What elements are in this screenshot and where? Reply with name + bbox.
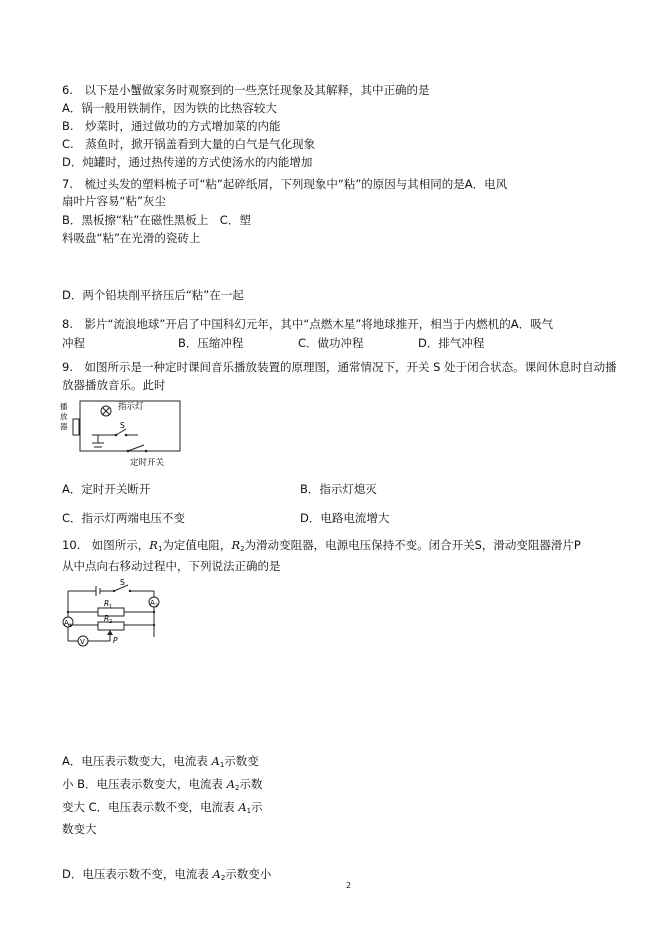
q6-stem: 6. 以下是小蟹做家务时观察到的一些烹饪现象及其解释，其中正确的是: [62, 83, 430, 97]
q10-line1-pre: A．电压表示数变大，电流表: [62, 754, 212, 768]
q10-fig-p: P: [113, 636, 118, 645]
q10-line2-sub: 2: [235, 784, 240, 792]
q9-option-c: C．指示灯两端电压不变: [62, 511, 186, 525]
q10-line1-post: 示数变: [224, 754, 259, 768]
q10-d-post: 示数变小: [225, 867, 272, 881]
q10-fig-a2-sub: 2: [155, 604, 158, 609]
q6-option-c: C. 蒸鱼时，掀开锅盖看到大量的白气是气化现象: [62, 137, 316, 151]
q8-stem: 8. 影片“流浪地球”开启了中国科幻元年，其中“点燃木星”将地球推开，相当于内燃机的A．吸气: [62, 317, 554, 331]
page-number: 2: [346, 881, 352, 890]
q9-option-a: A．定时开关断开: [62, 482, 151, 496]
q10-fig-switch: S: [120, 578, 125, 587]
q10-stem-mid2: 为滑动变阻器，电源电压保持不变。闭合开关S，滑动变阻器滑片P: [244, 538, 581, 552]
q7-option-c-cont: 料吸盘“粘”在光滑的瓷砖上: [62, 231, 201, 245]
q10-stem-mid1: 为定值电阻，: [162, 538, 232, 552]
q9-player-label-3: 器: [60, 422, 68, 431]
q10-r1-symbol: R: [149, 538, 158, 552]
q7-option-b: B．黑板擦“粘”在磁性黑板上 C．塑: [62, 213, 251, 227]
q9-option-b: B．指示灯熄灭: [300, 482, 377, 496]
q10-line3-ammeter: A: [238, 800, 247, 814]
q10-line2-pre: 小 B．电压表示数变大，电流表: [62, 777, 227, 791]
q10-options-line3: [62, 799, 263, 819]
q10-fig-v: V: [80, 638, 85, 646]
q6-option-a: A．锅一般用铁制作，因为铁的比热容较大: [62, 101, 277, 115]
q8-option-b: B．压缩冲程: [178, 336, 244, 350]
q10-stem-line2: 从中点向右移动过程中，下列说法正确的是: [62, 559, 281, 573]
q9-stem-line2: 放器播放音乐。此时: [62, 378, 166, 392]
q10-line3-sub: 1: [246, 807, 252, 815]
q10-r2-symbol: R: [231, 538, 241, 552]
q9-timer-label: 定时开关: [130, 458, 165, 468]
q10-options-line1: [62, 753, 259, 773]
q10-line1-sub: 1: [219, 761, 225, 769]
q10-fig-a2: A: [150, 599, 155, 607]
q10-circuit-diagram: [58, 577, 168, 649]
q10-d-ammeter: A: [212, 867, 221, 881]
q7-stem-line1: 7. 梳过头发的塑料梳子可“粘”起碎纸屑，下列现象中“粘”的原因与其相同的是A．电风: [62, 177, 508, 191]
q9-switch-label: S: [120, 421, 125, 430]
q8-option-a-cont: 冲程: [62, 336, 85, 350]
q9-stem-line1: 9. 如图所示是一种定时课间音乐播放装置的原理图，通常情况下，开关 S 处于闭合状态。课间休息时自动播: [62, 360, 617, 374]
q7-stem-line2: 扇叶片容易“粘”灰尘: [62, 194, 166, 208]
q6-option-d: D．炖罐时，通过热传递的方式使汤水的内能增加: [62, 155, 313, 169]
q10-stem-line1: [62, 537, 581, 557]
q8-option-d: D．排气冲程: [418, 336, 485, 350]
q9-player-label-2: 放: [60, 412, 68, 421]
q9-option-d: D．电路电流增大: [300, 511, 390, 525]
q7-option-d: D．两个铅块削平挤压后“粘”在一起: [62, 288, 244, 302]
q10-line1-ammeter: A: [211, 754, 220, 768]
q10-fig-r2-sub: 2: [109, 619, 113, 625]
q10-d-pre: D．电压表示数不变，电流表: [62, 867, 213, 881]
q10-option-d: [62, 866, 271, 886]
q10-line2-ammeter: A: [226, 777, 236, 791]
q10-fig-r2: R: [104, 614, 110, 623]
q10-line3-post: 示: [251, 800, 263, 814]
q10-fig-a1-sub: 1: [69, 624, 72, 629]
q10-fig-r1-sub: 1: [109, 604, 113, 610]
q8-option-c: C．做功冲程: [298, 336, 364, 350]
q10-fig-r1: R: [104, 599, 110, 608]
q9-lamp-label: 指示灯: [118, 402, 144, 412]
q10-r1-subscript: 1: [157, 545, 163, 553]
q10-options-line4: 数变大: [62, 822, 97, 836]
q10-d-sub: 2: [220, 874, 226, 882]
q9-player-label-1: 播: [60, 402, 68, 411]
q10-line2-post: 示数: [239, 777, 263, 791]
q10-stem-pre: 10. 如图所示，: [62, 538, 150, 552]
q10-options-line2: [62, 776, 262, 796]
q9-circuit-diagram: [58, 395, 188, 469]
q10-r2-subscript: 2: [240, 545, 245, 553]
q6-option-b: B. 炒菜时，通过做功的方式增加菜的内能: [62, 119, 281, 133]
q10-line3-pre: 变大 C．电压表示数不变，电流表: [62, 800, 239, 814]
q10-fig-a1: A: [64, 619, 69, 627]
